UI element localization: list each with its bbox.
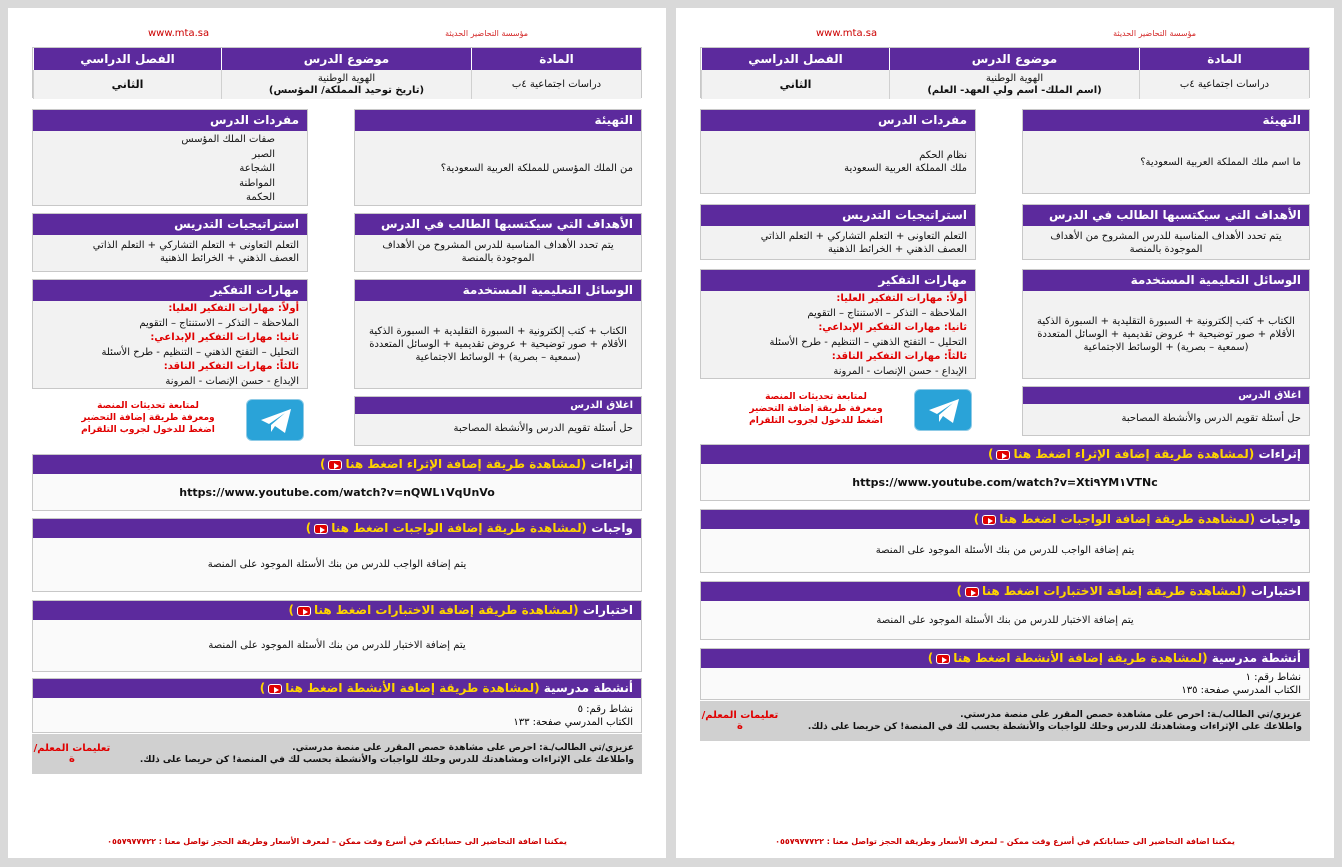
goals-box (1022, 204, 1310, 260)
ithraat-header: إثراءات (لمشاهدة طريقة إضافة الإثراء اضغط هنا) (701, 445, 1309, 464)
strategies-text (701, 226, 975, 260)
thinking-line: الإبداع - حسن الإنصات - المرونة (165, 375, 299, 387)
mufradat-item: الصبر (251, 148, 275, 160)
strategies-line: التعلم التعاونى + التعلم التشاركي + التعلم الذاتي (760, 231, 967, 242)
lesson-page-right (676, 8, 1334, 858)
strategies-line: التعلم التعاونى + التعلم التشاركي + التعلم الذاتي (92, 240, 299, 251)
thinking-line: الملاحظة – التذكر – الاستنتاج – التقويم (807, 307, 967, 319)
strategies-title: استراتيجيات التدريس (701, 205, 975, 226)
tests-header: اختبارات (لمشاهدة طريقة إضافة الاختبارات اضغط هنا) (33, 601, 641, 620)
strategies-title: استراتيجيات التدريس (33, 214, 307, 235)
youtube-icon[interactable] (297, 606, 311, 616)
topic-value (889, 70, 1139, 99)
subject-value: دراسات اجتماعية ٤ب (1139, 70, 1309, 99)
ithraat-url[interactable]: https://www.youtube.com/watch?v=nQWL١VqUnVo (179, 485, 495, 499)
activities-header: أنشطة مدرسية (لمشاهدة طريقة إضافة الأنشطة اضغط هنا) (701, 649, 1309, 668)
teacher-instructions (32, 734, 642, 774)
tools-line: الأقلام + صور توضيحية + عروض تقديمية + الوسائل المتعددة (369, 338, 627, 350)
tahyia-text: من الملك المؤسس للمملكة العربية السعودية؟ (440, 162, 633, 174)
mufradat-box (700, 109, 976, 194)
tests-section (32, 600, 642, 672)
col-semester-header: الفصل الدراسي (701, 48, 889, 70)
col-topic-header: موضوع الدرس (889, 48, 1139, 70)
ithraat-label: إثراءات (1258, 447, 1301, 461)
brand-name: مؤسسة التحاضير الحديثة (1113, 29, 1196, 38)
wajibat-section (700, 509, 1310, 573)
mufradat-list (701, 131, 975, 193)
thinking-box (32, 279, 308, 389)
goals-text: يتم تحدد الأهداف المناسبة للدرس المشروح من الأهداف الموجودة بالمنصة (1050, 231, 1282, 255)
telegram-icon[interactable] (914, 389, 972, 431)
thinking-line: الإبداع - حسن الإنصات - المرونة (833, 365, 967, 377)
tools-title: الوسائل التعليمية المستخدمة (1023, 270, 1309, 291)
wajibat-label: واجبات (1259, 512, 1301, 526)
thinking-title: مهارات التفكير (33, 280, 307, 301)
tests-section (700, 581, 1310, 640)
mufradat-list (33, 131, 307, 206)
thinking-heading: ثانيا: مهارات التفكير الإبداعي: (818, 322, 967, 333)
brand-row (676, 28, 1334, 42)
promo-line: لمتابعة تحديثات المنصة (97, 401, 199, 411)
semester-value: الثاني (701, 70, 889, 99)
teacher-line: عزيزي/تي الطالب/ـة: احرص على مشاهدة حصص المقرر على منصة مدرستي. (292, 743, 634, 753)
wajibat-header: واجبات (لمشاهدة طريقة إضافة الواجبات اضغط هنا) (33, 519, 641, 538)
closing-box (1022, 386, 1310, 436)
tests-label: اختبارات (1250, 584, 1301, 598)
mufradat-title: مفردات الدرس (701, 110, 975, 131)
thinking-text (701, 291, 975, 383)
tahyia-title: التهيئة (355, 110, 641, 131)
promo-line: ومعرفة طريقة إضافة التحضير (81, 413, 215, 423)
semester-value: الثاني (33, 70, 221, 99)
promo-line: لمتابعة تحديثات المنصة (765, 392, 867, 402)
activities-section (32, 678, 642, 733)
tools-text (355, 301, 641, 387)
goals-title: الأهداف التي سيكتسبها الطالب في الدرس (1023, 205, 1309, 226)
ithraat-body (33, 474, 641, 510)
lesson-header-table (32, 47, 642, 98)
tools-line: (سمعية – بصرية) + الوسائط الاجتماعية (1083, 341, 1249, 353)
teacher-line: واطلاعك على الإثراءات ومشاهدتك للدرس وحلك للواجبات والأنشطة بحسب لك في المنصة! كن حريصا على ذلك. (139, 755, 634, 765)
thinking-text (33, 301, 307, 393)
tahyia-box (354, 109, 642, 206)
youtube-icon[interactable] (936, 654, 950, 664)
wajibat-link[interactable]: (لمشاهدة طريقة إضافة الواجبات اضغط هنا (331, 521, 588, 535)
topic-subtitle: (تاريخ توحيد المملكة/ المؤسس) (268, 84, 425, 96)
tools-line: الكتاب + كتب إلكترونية + السبورة التقليدية + السبورة الذكية (1037, 315, 1295, 327)
teacher-line: عزيزي/تي الطالب/ـة: احرص على مشاهدة حصص المقرر على منصة مدرستي. (960, 710, 1302, 720)
activities-header: أنشطة مدرسية (لمشاهدة طريقة إضافة الأنشطة اضغط هنا) (33, 679, 641, 698)
book-page: الكتاب المدرسي صفحة: ١٣٣ (513, 717, 633, 728)
footer-contact: يمكننا اضافة التحاضير الى حساباتكم في أسرع وقت ممكن – لمعرف الأسعار وطريقة الحجز تواصل معنا : ٠٥٥٧٩٧٧٧٢٢ (107, 837, 567, 846)
youtube-icon[interactable] (965, 587, 979, 597)
subject-value: دراسات اجتماعية ٤ب (471, 70, 641, 99)
youtube-icon[interactable] (996, 450, 1010, 460)
promo-line: اضغط للدخول لجروب التلقرام (81, 425, 215, 435)
promo-line: اضغط للدخول لجروب التلقرام (749, 416, 883, 426)
activities-link[interactable]: (لمشاهدة طريقة إضافة الأنشطة اضغط هنا (953, 651, 1208, 665)
wajibat-header: واجبات (لمشاهدة طريقة إضافة الواجبات اضغط هنا) (701, 510, 1309, 529)
tests-link[interactable]: (لمشاهدة طريقة إضافة الاختبارات اضغط هنا (982, 584, 1247, 598)
thinking-title: مهارات التفكير (701, 270, 975, 291)
tools-title: الوسائل التعليمية المستخدمة (355, 280, 641, 301)
tests-text: يتم إضافة الاختبار للدرس من بنك الأسئلة الموجود على المنصة (876, 614, 1134, 626)
activity-number: نشاط رقم: ١ (1245, 672, 1301, 683)
closing-box (354, 396, 642, 446)
col-semester-header: الفصل الدراسي (33, 48, 221, 70)
tools-line: الأقلام + صور توضيحية + عروض تقديمية + الوسائل المتعددة (1037, 328, 1295, 340)
activities-body (701, 668, 1309, 700)
thinking-heading: أولاً: مهارات التفكير العليا: (836, 293, 967, 304)
ithraat-body (701, 464, 1309, 500)
brand-name: مؤسسة التحاضير الحديثة (445, 29, 528, 38)
telegram-promo[interactable] (58, 400, 238, 436)
strategies-text (33, 235, 307, 269)
mufradat-item: الحكمة (246, 192, 275, 203)
brand-row (8, 28, 666, 42)
lesson-page-left (8, 8, 666, 858)
wajibat-section (32, 518, 642, 592)
youtube-icon[interactable] (982, 515, 996, 525)
tahyia-title: التهيئة (1023, 110, 1309, 131)
thinking-heading: ثالثاً: مهارات التفكير الناقد: (831, 351, 967, 362)
teacher-text (780, 709, 1310, 733)
mufradat-box (32, 109, 308, 206)
telegram-promo[interactable] (726, 391, 906, 427)
closing-text: حل أسئلة تقويم الدرس والأنشطة المصاحبة (453, 423, 633, 434)
mufradat-item: نظام الحكم (919, 150, 967, 161)
mufradat-title: مفردات الدرس (33, 110, 307, 131)
strategies-box (32, 213, 308, 272)
thinking-heading: ثالثاً: مهارات التفكير الناقد: (163, 361, 299, 372)
tests-link[interactable]: (لمشاهدة طريقة إضافة الاختبارات اضغط هنا (314, 603, 579, 617)
footer-contact: يمكننا اضافة التحاضير الى حساباتكم في أسرع وقت ممكن – لمعرف الأسعار وطريقة الحجز تواصل معنا : ٠٥٥٧٩٧٧٧٢٢ (775, 837, 1235, 846)
tests-header: اختبارات (لمشاهدة طريقة إضافة الاختبارات اضغط هنا) (701, 582, 1309, 601)
ithraat-link[interactable]: (لمشاهدة طريقة إضافة الإثراء اضغط هنا (1013, 447, 1255, 461)
teacher-line: واطلاعك على الإثراءات ومشاهدتك للدرس وحلك للواجبات والأنشطة بحسب لك في المنصة! كن حريصا على ذلك. (807, 722, 1302, 732)
lesson-header-table (700, 47, 1310, 98)
goals-box (354, 213, 642, 272)
activities-link[interactable]: (لمشاهدة طريقة إضافة الأنشطة اضغط هنا (285, 681, 540, 695)
goals-title: الأهداف التي سيكتسبها الطالب في الدرس (355, 214, 641, 235)
activities-body (33, 698, 641, 734)
telegram-icon[interactable] (246, 399, 304, 441)
tools-line: الكتاب + كتب إلكترونية + السبورة التقليدية + السبورة الذكية (369, 325, 627, 337)
activity-number: نشاط رقم: ٥ (577, 704, 633, 715)
col-topic-header: موضوع الدرس (221, 48, 471, 70)
teacher-label: تعليمات المعلم/ة (701, 710, 779, 732)
tahyia-text: ما اسم ملك المملكة العربية السعودية؟ (1140, 156, 1301, 168)
tools-text (1023, 291, 1309, 377)
youtube-icon[interactable] (268, 684, 282, 694)
tools-line: (سمعية – بصرية) + الوسائط الاجتماعية (415, 351, 581, 363)
closing-title: اغلاق الدرس (355, 397, 641, 414)
brand-url[interactable]: www.mta.sa (148, 28, 210, 39)
closing-text: حل أسئلة تقويم الدرس والأنشطة المصاحبة (1121, 413, 1301, 424)
thinking-box (700, 269, 976, 379)
mufradat-item: صفات الملك المؤسس (181, 134, 275, 145)
strategies-line: العصف الذهني + الخرائط الذهنية (827, 244, 967, 255)
mufradat-item: ملك المملكة العربية السعودية (844, 163, 967, 174)
thinking-line: التحليل – التفتح الذهني – التنظيم - طرح الأسئلة (769, 336, 967, 348)
mufradat-item: الشجاعة (239, 163, 275, 174)
topic-title: الهوية الوطنية (985, 72, 1044, 84)
ithraat-header: إثراءات (لمشاهدة طريقة إضافة الإثراء اضغط هنا) (33, 455, 641, 474)
tools-box (1022, 269, 1310, 379)
ithraat-section (700, 444, 1310, 501)
ithraat-link[interactable]: (لمشاهدة طريقة إضافة الإثراء اضغط هنا (345, 457, 587, 471)
brand-url[interactable]: www.mta.sa (816, 28, 878, 39)
book-page: الكتاب المدرسي صفحة: ١٣٥ (1181, 685, 1301, 696)
teacher-instructions (700, 701, 1310, 741)
thinking-line: التحليل – التفتح الذهني – التنظيم - طرح الأسئلة (101, 346, 299, 358)
tahyia-box (1022, 109, 1310, 194)
teacher-label: تعليمات المعلم/ة (33, 743, 111, 765)
strategies-line: العصف الذهني + الخرائط الذهنية (159, 253, 299, 264)
wajibat-link[interactable]: (لمشاهدة طريقة إضافة الواجبات اضغط هنا (999, 512, 1256, 526)
wajibat-text: يتم إضافة الواجب للدرس من بنك الأسئلة الموجود على المنصة (875, 545, 1135, 556)
activities-section (700, 648, 1310, 700)
tests-text: يتم إضافة الاختبار للدرس من بنك الأسئلة الموجود على المنصة (208, 640, 466, 651)
goals-text: يتم تحدد الأهداف المناسبة للدرس المشروح من الأهداف الموجودة بالمنصة (382, 240, 614, 264)
topic-value (221, 70, 471, 99)
wajibat-label: واجبات (591, 521, 633, 535)
closing-title: اغلاق الدرس (1023, 387, 1309, 404)
mufradat-item: المواطنة (239, 177, 275, 189)
activities-label: أنشطة مدرسية (1211, 651, 1301, 665)
promo-line: ومعرفة طريقة إضافة التحضير (749, 404, 883, 414)
youtube-icon[interactable] (314, 524, 328, 534)
strategies-box (700, 204, 976, 260)
youtube-icon[interactable] (328, 460, 342, 470)
thinking-heading: أولاً: مهارات التفكير العليا: (168, 303, 299, 314)
tools-box (354, 279, 642, 389)
topic-title: الهوية الوطنية (317, 72, 376, 84)
teacher-text (112, 742, 642, 766)
ithraat-label: إثراءات (590, 457, 633, 471)
col-subject-header: المادة (471, 48, 641, 70)
ithraat-section (32, 454, 642, 511)
topic-subtitle: (اسم الملك- اسم ولي العهد- العلم) (927, 84, 1102, 96)
thinking-line: الملاحظة – التذكر – الاستنتاج – التقويم (139, 317, 299, 329)
tests-label: اختبارات (582, 603, 633, 617)
thinking-heading: ثانيا: مهارات التفكير الإبداعي: (150, 332, 299, 343)
wajibat-text: يتم إضافة الواجب للدرس من بنك الأسئلة الموجود على المنصة (207, 559, 467, 570)
col-subject-header: المادة (1139, 48, 1309, 70)
ithraat-url[interactable]: https://www.youtube.com/watch?v=Xti٩YM١VTNc (852, 475, 1158, 489)
activities-label: أنشطة مدرسية (543, 681, 633, 695)
